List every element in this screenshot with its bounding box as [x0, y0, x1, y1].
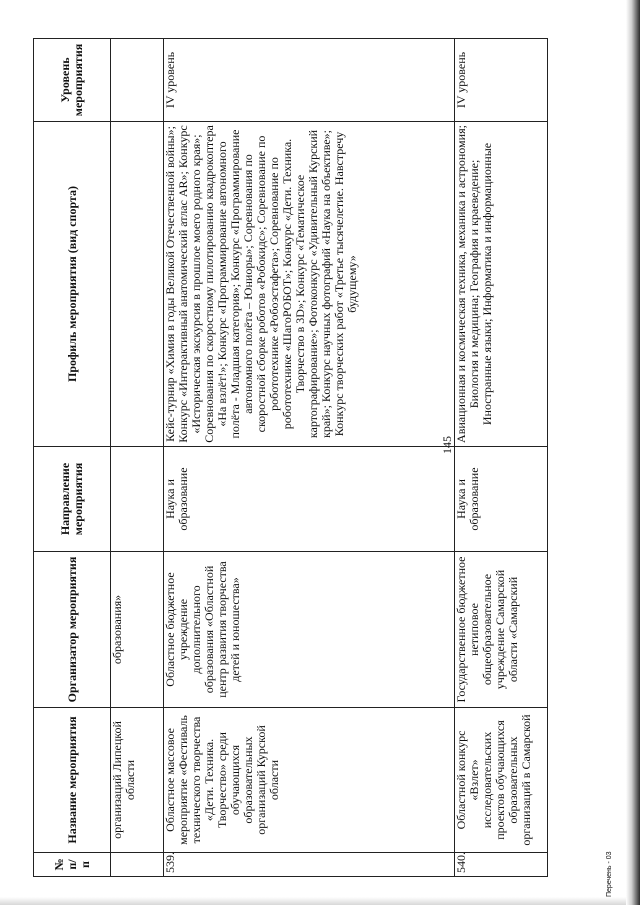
cell-direction: Наука и образование: [455, 447, 548, 552]
table-row: [111, 39, 164, 877]
footer-text: Перечень - 03: [606, 851, 613, 897]
cell-num: [111, 853, 164, 877]
cell-organizer: Государственное бюджетное нетиповое общеобразовательное учреждение Самарской области «Самарский: [455, 552, 548, 708]
scan-right-edge: [626, 0, 640, 905]
cell-num: 540.: [455, 853, 548, 877]
header-name: Название мероприятия: [34, 708, 111, 853]
cell-name: организаций Липецкой области: [111, 708, 164, 853]
cell-level: IV уровень: [164, 39, 455, 122]
cell-profile: Авиационная и космическая техника, механика и астрономия; Биология и медицина; География и краеведение; Иностранные языки; Информатика и информационные: [455, 122, 548, 447]
cell-name: Областное массовое мероприятие «Фестиваль технического творчества «Дети. Техника. Творчество» среди обучающихся образовательных организаций Курской области: [164, 708, 455, 853]
page-number: 145: [440, 436, 454, 454]
table-row: [164, 39, 455, 877]
header-profile: Профиль мероприятия (вид спорта): [34, 122, 111, 447]
cell-profile: [111, 122, 164, 447]
header-level: Уровень мероприятия: [34, 39, 111, 122]
events-table: [33, 38, 548, 877]
cell-profile: Кейс-турнир «Химия в годы Великой Отечественной войны»; Конкурс «Интерактивный анатомический атлас AR»; Конкурс «Историческая экскурсия в прошлое моего родного края»; Соревнования по скоростному пилотированию квадрокоптера «На взлёт!»; Конкурс «Программирование автономного полёта - Младшая категория»; Конкурс «Программирование автономного полёта – Юниоры»; Соревнования по скоростной сборке роботов «Робокидс»; Соревнование по робототехнике «Робоэстафета»; Соревнование по робототехнике «ШагоРОБОТ»; Конкурс «Дети. Техника. Творчество в 3D»; Конкурс «Тематическое картографирование»; Фотоконкурс «Удивительный Курский край»; Конкурс научных фотографий «Наука на объективе»; Конкурс творческих работ «Третье тысячелетие. Навстречу будущему»: [164, 122, 455, 447]
cell-organizer: Областное бюджетное учреждение дополнительного образования «Областной центр развития творчества детей и юношества»: [164, 552, 455, 708]
scan-bottom-edge: [0, 897, 640, 905]
cell-level: IV уровень: [455, 39, 548, 122]
cell-level: [111, 39, 164, 122]
cell-num: 539.: [164, 853, 455, 877]
header-num: № п/п: [34, 853, 111, 877]
cell-organizer: образования»: [111, 552, 164, 708]
table-header-row: [34, 39, 111, 877]
table-row: [455, 39, 548, 877]
cell-name: Областной конкурс «Взлет» исследовательских проектов обучающихся образовательных организаций в Самарской: [455, 708, 548, 853]
header-organizer: Организатор мероприятия: [34, 552, 111, 708]
cell-direction: [111, 447, 164, 552]
header-direction: Направление мероприятия: [34, 447, 111, 552]
cell-direction: Наука и образование: [164, 447, 455, 552]
